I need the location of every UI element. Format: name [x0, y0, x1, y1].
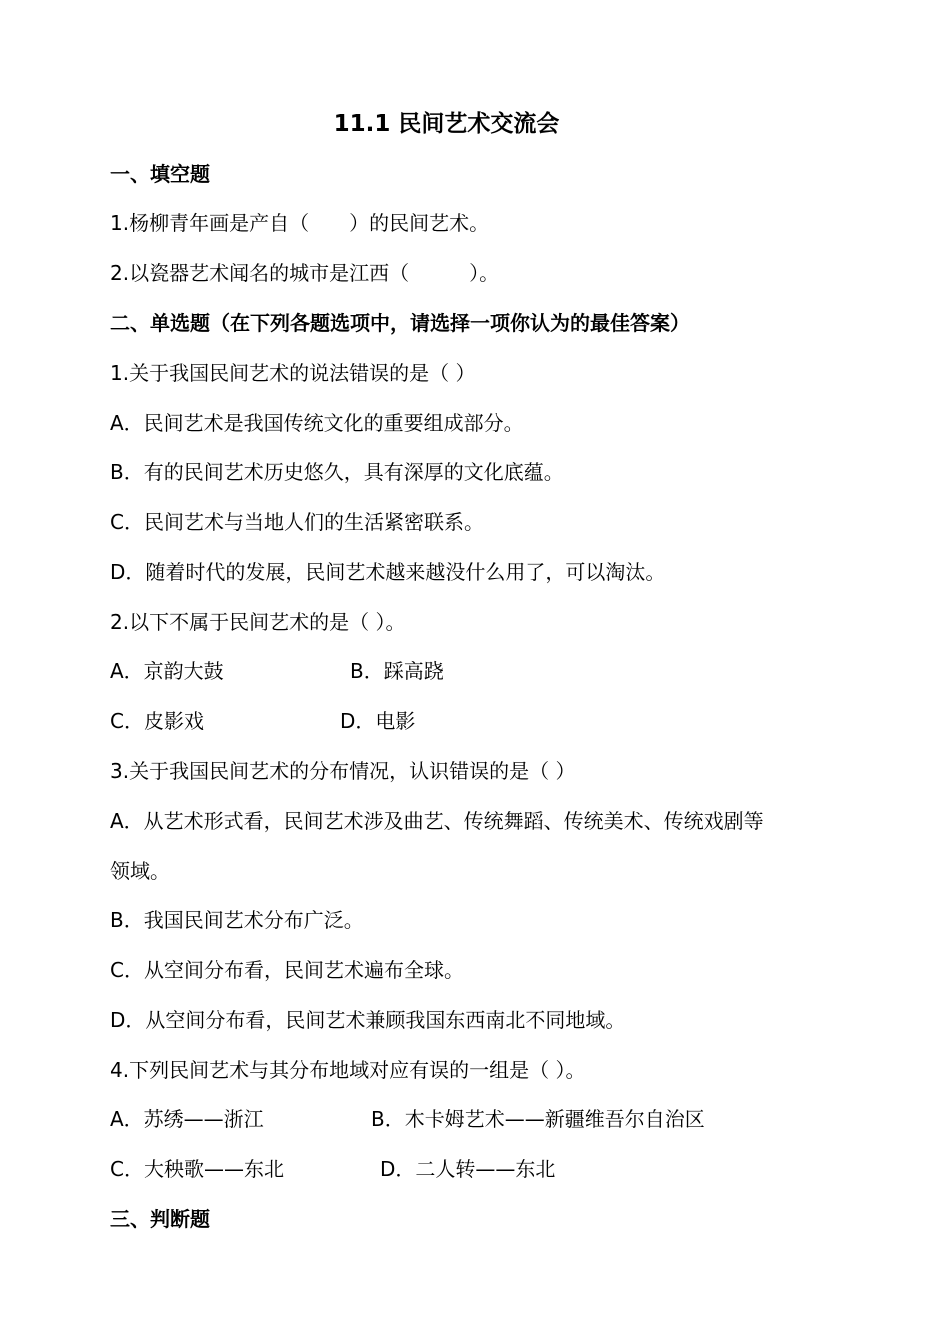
choice-question-1-option-b: B．有的民间艺术历史悠久，具有深厚的文化底蕴。 [110, 460, 564, 484]
choice-question-2-option-b: B．踩高跷 [350, 659, 444, 683]
choice-question-2-stem: 2.以下不属于民间艺术的是（ ）。 [110, 610, 406, 634]
choice-question-4-option-c: C．大秧歌——东北 [110, 1157, 284, 1181]
choice-question-1-option-c: C．民间艺术与当地人们的生活紧密联系。 [110, 510, 484, 534]
choice-question-3-option-a-line-2: 领域。 [110, 859, 170, 883]
fill-blank-question-2: 2.以瓷器艺术闻名的城市是江西（ ）。 [110, 261, 500, 285]
choice-question-4-option-d: D．二人转——东北 [380, 1157, 556, 1181]
section-single-choice-heading: 二、单选题（在下列各题选项中，请选择一项你认为的最佳答案） [110, 311, 690, 335]
choice-question-3-option-a-line-1: A．从艺术形式看，民间艺术涉及曲艺、传统舞蹈、传统美术、传统戏剧等 [110, 809, 764, 833]
choice-question-3-option-c: C．从空间分布看，民间艺术遍布全球。 [110, 958, 464, 982]
choice-question-2-option-d: D．电影 [340, 709, 416, 733]
choice-question-3-option-b: B．我国民间艺术分布广泛。 [110, 908, 364, 932]
fill-blank-question-1: 1.杨柳青年画是产自（ ）的民间艺术。 [110, 211, 490, 235]
choice-question-4-option-a: A．苏绣——浙江 [110, 1107, 264, 1131]
choice-question-2-option-c: C．皮影戏 [110, 709, 204, 733]
section-true-false-heading: 三、判断题 [110, 1207, 210, 1231]
choice-question-3-option-d: D．从空间分布看，民间艺术兼顾我国东西南北不同地域。 [110, 1008, 626, 1032]
choice-question-3-stem: 3.关于我国民间艺术的分布情况，认识错误的是（ ） [110, 759, 576, 783]
choice-question-1-option-a: A．民间艺术是我国传统文化的重要组成部分。 [110, 411, 524, 435]
choice-question-2-option-a: A．京韵大鼓 [110, 659, 224, 683]
choice-question-1-option-d: D．随着时代的发展，民间艺术越来越没什么用了，可以淘汰。 [110, 560, 666, 584]
choice-question-4-option-b: B．木卡姆艺术——新疆维吾尔自治区 [371, 1107, 705, 1131]
choice-question-4-stem: 4.下列民间艺术与其分布地域对应有误的一组是（ ）。 [110, 1058, 586, 1082]
choice-question-1-stem: 1.关于我国民间艺术的说法错误的是（ ） [110, 361, 476, 385]
page-title: 11.1 民间艺术交流会 [333, 111, 560, 137]
section-fill-blank-heading: 一、填空题 [110, 162, 210, 186]
